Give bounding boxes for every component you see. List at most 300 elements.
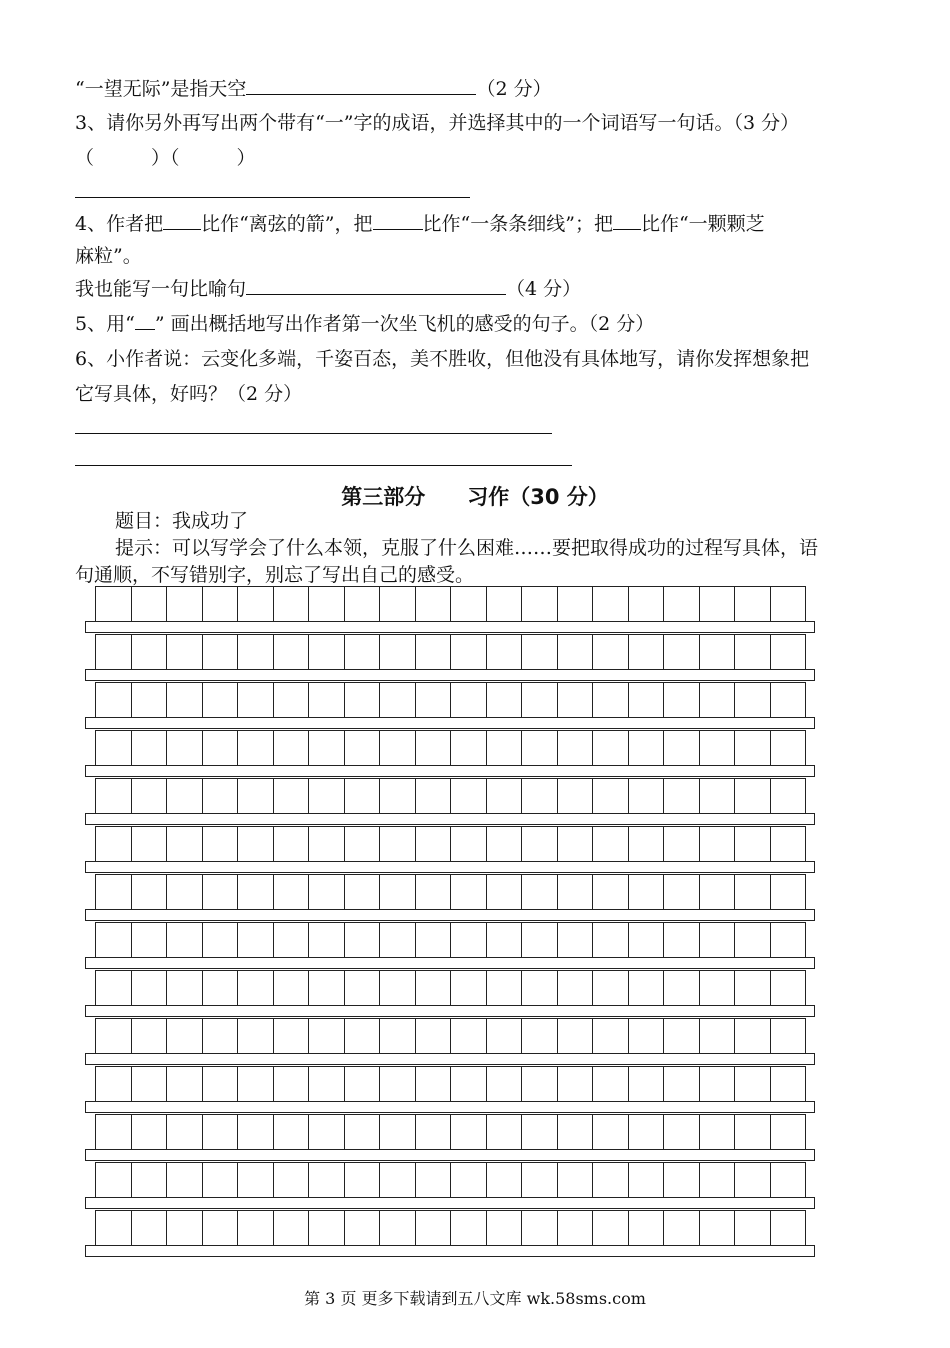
grid-cell[interactable] [522,778,558,814]
grid-cell[interactable] [309,586,345,622]
grid-cell[interactable] [522,1018,558,1054]
grid-cell[interactable] [451,970,487,1006]
grid-cell[interactable] [735,730,771,766]
grid-cell[interactable] [558,634,594,670]
grid-cell[interactable] [380,1210,416,1246]
grid-cell[interactable] [629,730,665,766]
grid-cell[interactable] [167,826,203,862]
grid-cell[interactable] [203,1162,239,1198]
grid-cell[interactable] [167,778,203,814]
grid-cell[interactable] [96,730,132,766]
grid-cell[interactable] [735,1018,771,1054]
grid-cell[interactable] [132,970,168,1006]
grid-cell[interactable] [593,730,629,766]
grid-cell[interactable] [451,730,487,766]
grid-cell[interactable] [416,1018,452,1054]
grid-cell[interactable] [96,826,132,862]
grid-cell[interactable] [629,1210,665,1246]
grid-cell[interactable] [700,730,736,766]
grid-cell[interactable] [487,730,523,766]
grid-cell[interactable] [487,1066,523,1102]
grid-cell[interactable] [345,730,381,766]
q4-simile-blank[interactable] [246,276,506,295]
grid-cell[interactable] [345,970,381,1006]
q3-answer-line[interactable] [75,197,470,198]
grid-cell[interactable] [451,1162,487,1198]
grid-cell[interactable] [309,730,345,766]
grid-cell[interactable] [203,922,239,958]
grid-cell[interactable] [629,1114,665,1150]
grid-cell[interactable] [345,922,381,958]
grid-cell[interactable] [629,586,665,622]
grid-cell[interactable] [132,1162,168,1198]
grid-row [85,1114,815,1162]
grid-cell[interactable] [629,1162,665,1198]
grid-cell[interactable] [700,1066,736,1102]
grid-cell[interactable] [487,1114,523,1150]
grid-cell[interactable] [771,586,807,622]
grid-cell[interactable] [380,778,416,814]
grid-cell[interactable] [96,1162,132,1198]
grid-cell[interactable] [629,682,665,718]
grid-cell[interactable] [451,1018,487,1054]
grid-cell[interactable] [700,1210,736,1246]
grid-cell[interactable] [629,634,665,670]
grid-cell[interactable] [345,1114,381,1150]
grid-cell[interactable] [735,1162,771,1198]
grid-cell[interactable] [380,874,416,910]
grid-cell[interactable] [132,730,168,766]
grid-cell[interactable] [629,874,665,910]
grid-cell[interactable] [167,1210,203,1246]
grid-cell[interactable] [522,826,558,862]
grid-cell[interactable] [558,682,594,718]
grid-cell[interactable] [416,922,452,958]
grid-cell[interactable] [664,778,700,814]
grid-cell[interactable] [735,970,771,1006]
grid-row-cells [95,1114,806,1150]
grid-cell[interactable] [629,970,665,1006]
grid-cell[interactable] [238,778,274,814]
grid-cell[interactable] [238,1018,274,1054]
grid-cell[interactable] [132,634,168,670]
grid-cell[interactable] [664,1066,700,1102]
grid-cell[interactable] [203,1114,239,1150]
grid-cell[interactable] [771,778,807,814]
grid-cell[interactable] [203,1210,239,1246]
grid-cell[interactable] [558,730,594,766]
grid-cell[interactable] [345,586,381,622]
grid-cell[interactable] [167,970,203,1006]
grid-cell[interactable] [274,586,310,622]
q3-paren-2[interactable]: （ ） [170,147,256,169]
grid-cell[interactable] [593,874,629,910]
grid-cell[interactable] [593,682,629,718]
grid-cell[interactable] [238,1162,274,1198]
grid-cell[interactable] [96,778,132,814]
grid-cell[interactable] [274,682,310,718]
grid-cell[interactable] [487,970,523,1006]
grid-cell[interactable] [451,874,487,910]
grid-cell[interactable] [700,970,736,1006]
grid-cell[interactable] [451,1066,487,1102]
grid-cell[interactable] [558,1114,594,1150]
grid-cell[interactable] [274,1066,310,1102]
grid-cell[interactable] [345,1162,381,1198]
grid-cell[interactable] [274,1114,310,1150]
grid-cell[interactable] [522,1210,558,1246]
grid-cell[interactable] [735,586,771,622]
grid-cell[interactable] [132,1018,168,1054]
grid-cell[interactable] [593,1162,629,1198]
grid-cell[interactable] [238,874,274,910]
grid-cell[interactable] [345,1018,381,1054]
grid-cell[interactable] [309,874,345,910]
grid-cell[interactable] [380,586,416,622]
grid-cell[interactable] [380,970,416,1006]
grid-cell[interactable] [345,682,381,718]
grid-cell[interactable] [167,682,203,718]
grid-cell[interactable] [309,1210,345,1246]
grid-cell[interactable] [132,1210,168,1246]
grid-cell[interactable] [309,1018,345,1054]
grid-cell[interactable] [487,922,523,958]
grid-cell[interactable] [132,874,168,910]
grid-cell[interactable] [700,922,736,958]
grid-cell[interactable] [593,778,629,814]
grid-cell[interactable] [274,1018,310,1054]
grid-cell[interactable] [735,1066,771,1102]
grid-cell[interactable] [274,730,310,766]
grid-cell[interactable] [700,874,736,910]
grid-cell[interactable] [522,922,558,958]
grid-cell[interactable] [416,826,452,862]
grid-cell[interactable] [96,1066,132,1102]
grid-cell[interactable] [487,874,523,910]
grid-cell[interactable] [132,586,168,622]
grid-cell[interactable] [771,1018,807,1054]
grid-cell[interactable] [593,1066,629,1102]
grid-cell[interactable] [451,1210,487,1246]
grid-cell[interactable] [380,730,416,766]
grid-cell[interactable] [700,586,736,622]
grid-cell[interactable] [309,1066,345,1102]
grid-cell[interactable] [274,826,310,862]
grid-cell[interactable] [735,874,771,910]
grid-cell[interactable] [96,634,132,670]
grid-cell[interactable] [451,826,487,862]
composition-grid[interactable] [85,586,815,1258]
q6-line-2: 它写具体，好吗？（2 分） [75,383,303,405]
grid-cell[interactable] [345,778,381,814]
grid-cell[interactable] [593,826,629,862]
grid-cell[interactable] [132,922,168,958]
grid-row-cells [95,778,806,814]
grid-cell[interactable] [700,826,736,862]
grid-cell[interactable] [735,778,771,814]
grid-cell[interactable] [203,826,239,862]
grid-cell[interactable] [238,1210,274,1246]
grid-cell[interactable] [380,634,416,670]
grid-cell[interactable] [238,1114,274,1150]
grid-cell[interactable] [451,682,487,718]
grid-cell[interactable] [700,634,736,670]
grid-cell[interactable] [96,874,132,910]
grid-cell[interactable] [309,826,345,862]
grid-cell[interactable] [487,778,523,814]
grid-cell[interactable] [203,634,239,670]
grid-cell[interactable] [700,682,736,718]
grid-cell[interactable] [593,586,629,622]
grid-cell[interactable] [558,1162,594,1198]
grid-cell[interactable] [735,1114,771,1150]
grid-cell[interactable] [771,634,807,670]
grid-cell[interactable] [167,922,203,958]
grid-cell[interactable] [238,730,274,766]
grid-cell[interactable] [380,682,416,718]
grid-cell[interactable] [203,874,239,910]
grid-cell[interactable] [522,634,558,670]
grid-cell[interactable] [735,922,771,958]
grid-cell[interactable] [558,1018,594,1054]
grid-cell[interactable] [380,1018,416,1054]
grid-cell[interactable] [629,922,665,958]
grid-cell[interactable] [664,682,700,718]
grid-cell[interactable] [629,1018,665,1054]
grid-cell[interactable] [96,682,132,718]
grid-cell[interactable] [203,682,239,718]
grid-cell[interactable] [593,1210,629,1246]
grid-cell[interactable] [274,874,310,910]
grid-cell[interactable] [771,874,807,910]
grid-cell[interactable] [629,1066,665,1102]
grid-cell[interactable] [522,730,558,766]
grid-cell[interactable] [487,634,523,670]
grid-cell[interactable] [700,1162,736,1198]
grid-row [85,826,815,874]
grid-cell[interactable] [771,1162,807,1198]
grid-cell[interactable] [345,874,381,910]
grid-cell[interactable] [416,874,452,910]
grid-cell[interactable] [167,1066,203,1102]
grid-cell[interactable] [593,634,629,670]
grid-cell[interactable] [487,826,523,862]
grid-cell[interactable] [416,730,452,766]
grid-cell[interactable] [203,1018,239,1054]
grid-cell[interactable] [664,922,700,958]
grid-cell[interactable] [451,1114,487,1150]
grid-cell[interactable] [664,730,700,766]
grid-cell[interactable] [522,682,558,718]
grid-cell[interactable] [167,1018,203,1054]
grid-cell[interactable] [700,778,736,814]
grid-cell[interactable] [771,1066,807,1102]
grid-cell[interactable] [771,730,807,766]
grid-cell[interactable] [274,634,310,670]
grid-row [85,634,815,682]
grid-cell[interactable] [132,826,168,862]
q6-answer-line-1[interactable] [75,433,552,434]
grid-cell[interactable] [522,874,558,910]
grid-cell[interactable] [132,1066,168,1102]
grid-cell[interactable] [238,682,274,718]
grid-cell[interactable] [629,778,665,814]
q2-answer-blank[interactable] [246,76,476,95]
grid-cell[interactable] [96,922,132,958]
grid-cell[interactable] [451,778,487,814]
grid-cell[interactable] [558,778,594,814]
grid-row [85,1018,815,1066]
grid-cell[interactable] [380,1066,416,1102]
grid-cell[interactable] [416,1210,452,1246]
grid-cell[interactable] [522,1114,558,1150]
grid-cell[interactable] [664,874,700,910]
grid-cell[interactable] [451,634,487,670]
grid-cell[interactable] [238,826,274,862]
grid-cell[interactable] [700,1114,736,1150]
grid-cell[interactable] [664,1018,700,1054]
grid-cell[interactable] [167,730,203,766]
grid-cell[interactable] [416,1066,452,1102]
grid-cell[interactable] [771,922,807,958]
grid-cell[interactable] [274,1162,310,1198]
grid-cell[interactable] [558,586,594,622]
grid-cell[interactable] [771,826,807,862]
grid-cell[interactable] [771,1210,807,1246]
grid-cell[interactable] [309,634,345,670]
grid-cell[interactable] [203,1066,239,1102]
grid-cell[interactable] [309,778,345,814]
grid-cell[interactable] [522,970,558,1006]
grid-row-cells [95,634,806,670]
grid-cell[interactable] [203,730,239,766]
grid-cell[interactable] [345,634,381,670]
grid-row-cells [95,730,806,766]
grid-cell[interactable] [309,682,345,718]
grid-cell[interactable] [735,682,771,718]
grid-cell[interactable] [203,586,239,622]
grid-cell[interactable] [664,1114,700,1150]
grid-cell[interactable] [451,922,487,958]
grid-cell[interactable] [735,826,771,862]
grid-cell[interactable] [309,922,345,958]
grid-cell[interactable] [167,634,203,670]
grid-cell[interactable] [167,586,203,622]
grid-cell[interactable] [664,826,700,862]
grid-cell[interactable] [345,826,381,862]
grid-cell[interactable] [522,1162,558,1198]
grid-cell[interactable] [203,778,239,814]
grid-cell[interactable] [309,970,345,1006]
grid-cell[interactable] [664,586,700,622]
grid-cell[interactable] [735,1210,771,1246]
grid-cell[interactable] [167,1162,203,1198]
grid-cell[interactable] [416,634,452,670]
grid-cell[interactable] [558,1066,594,1102]
grid-cell[interactable] [771,970,807,1006]
grid-cell[interactable] [451,586,487,622]
q3-paren-1[interactable]: （ ） [75,147,171,169]
q4-blank-3[interactable] [613,211,641,230]
grid-cell[interactable] [309,1114,345,1150]
grid-cell[interactable] [345,1210,381,1246]
grid-cell[interactable] [558,922,594,958]
grid-cell[interactable] [664,1210,700,1246]
q4-blank-2[interactable] [373,211,423,230]
grid-cell[interactable] [416,1114,452,1150]
grid-cell[interactable] [238,1066,274,1102]
grid-cell[interactable] [416,682,452,718]
grid-cell[interactable] [664,970,700,1006]
grid-cell[interactable] [522,586,558,622]
grid-cell[interactable] [558,826,594,862]
grid-cell[interactable] [96,1114,132,1150]
grid-cell[interactable] [132,778,168,814]
grid-cell[interactable] [664,634,700,670]
grid-cell[interactable] [238,970,274,1006]
grid-cell[interactable] [593,1114,629,1150]
grid-cell[interactable] [487,682,523,718]
grid-cell[interactable] [664,1162,700,1198]
grid-cell[interactable] [487,1210,523,1246]
grid-cell[interactable] [771,682,807,718]
grid-cell[interactable] [274,778,310,814]
grid-cell[interactable] [416,586,452,622]
grid-cell[interactable] [593,922,629,958]
grid-cell[interactable] [629,826,665,862]
grid-cell[interactable] [132,682,168,718]
grid-cell[interactable] [167,874,203,910]
grid-cell[interactable] [593,1018,629,1054]
grid-cell[interactable] [416,778,452,814]
grid-cell[interactable] [735,634,771,670]
grid-cell[interactable] [771,1114,807,1150]
q4-blank-1[interactable] [163,211,201,230]
grid-cell[interactable] [593,970,629,1006]
grid-cell[interactable] [274,1210,310,1246]
grid-cell[interactable] [96,586,132,622]
grid-cell[interactable] [238,634,274,670]
q6-answer-line-2[interactable] [75,465,572,466]
grid-cell[interactable] [487,586,523,622]
grid-cell[interactable] [558,874,594,910]
grid-cell[interactable] [96,1018,132,1054]
grid-cell[interactable] [558,1210,594,1246]
grid-cell[interactable] [380,1114,416,1150]
grid-cell[interactable] [700,1018,736,1054]
grid-cell[interactable] [380,922,416,958]
grid-cell[interactable] [416,970,452,1006]
grid-cell[interactable] [96,970,132,1006]
grid-cell[interactable] [416,1162,452,1198]
grid-cell[interactable] [167,1114,203,1150]
grid-cell[interactable] [487,1018,523,1054]
grid-cell[interactable] [238,586,274,622]
grid-cell[interactable] [238,922,274,958]
grid-cell[interactable] [132,1114,168,1150]
grid-cell[interactable] [487,1162,523,1198]
grid-cell[interactable] [345,1066,381,1102]
grid-cell[interactable] [96,1210,132,1246]
grid-cell[interactable] [309,1162,345,1198]
grid-cell[interactable] [380,826,416,862]
grid-cell[interactable] [380,1162,416,1198]
grid-cell[interactable] [558,970,594,1006]
grid-cell[interactable] [203,970,239,1006]
grid-cell[interactable] [274,970,310,1006]
grid-cell[interactable] [274,922,310,958]
grid-cell[interactable] [522,1066,558,1102]
